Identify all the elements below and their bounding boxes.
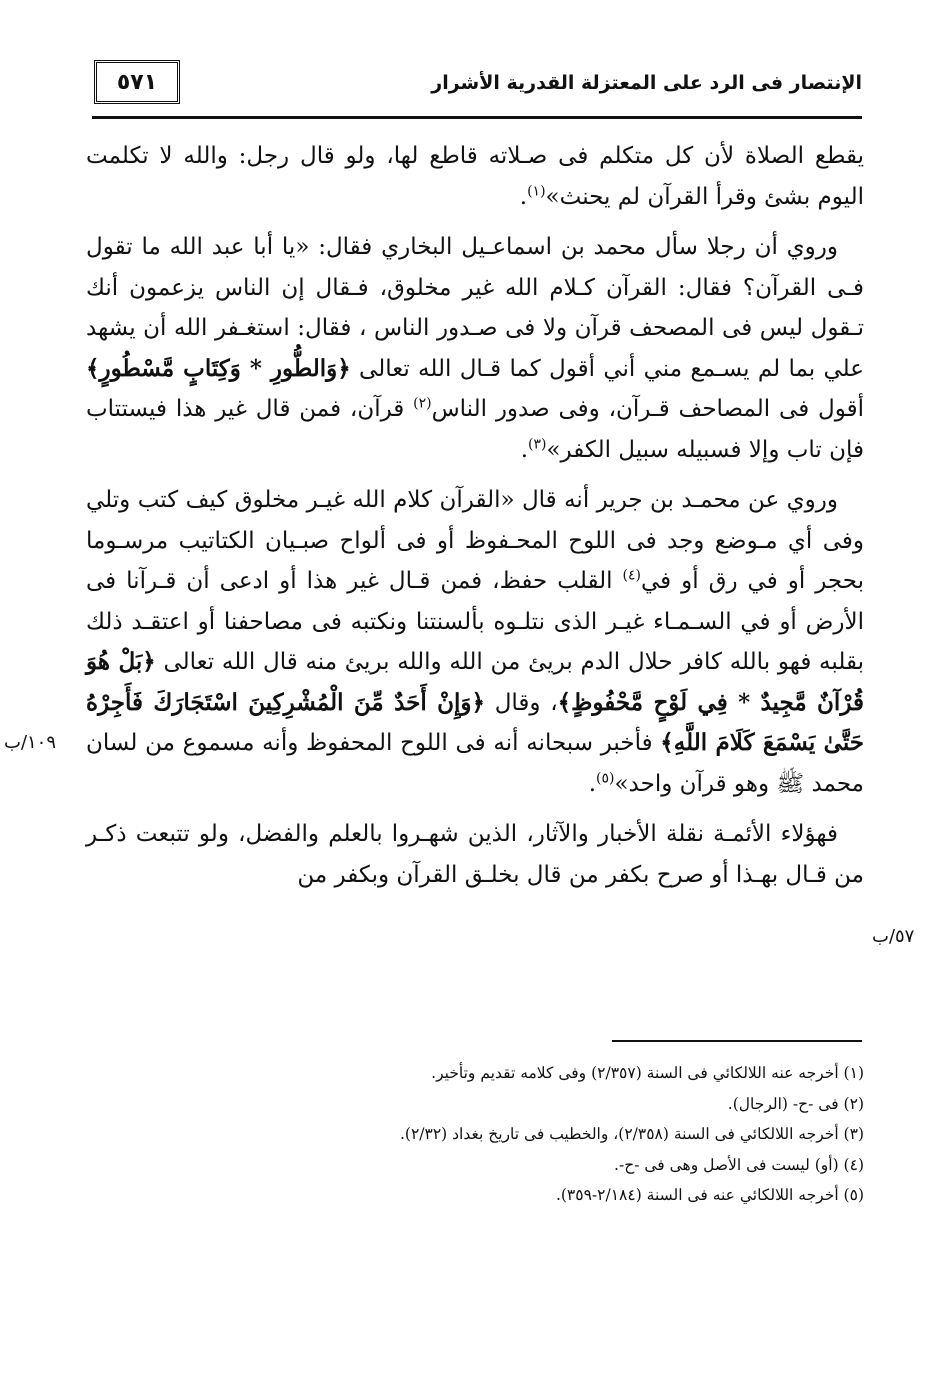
paragraph-4 [86, 814, 864, 895]
footnote-ref-4: (٤) [622, 567, 641, 584]
footnote-ref-2: (٢) [413, 395, 432, 412]
paragraph-3-text: وروي عن محمـد بن جرير أنه قال «القرآن كلام الله غيـر مخلوق كيف كتب وتلي وفى أي مـوضع وجد فى اللوح المحـفوظ أو فى ألواح صبـيان الكتاتيب مرسـوما بحجر أو في رق أو في [86, 487, 864, 594]
page-header [92, 58, 862, 119]
main-text [86, 136, 864, 905]
paragraph-2-text: وروي أن رجلا سأل محمد بن اسماعـيل البخاري فقال: «يا أبا عبد الله ما تقول فـى القرآن؟ فقال: القرآن كـلام الله غير مخلوق، فـقال إن الناس يزعمون أنك تـقول ليس فى المصحف قرآن ولا فى صـدور الناس ، فقال: استغـفر الله أن يشهد علي بما لم يسـمع مني أني أقول كما قـال الله تعالى [86, 234, 865, 382]
quran-verse-1: ﴿وَالطُّورِ * وَكِتَابٍ مَّسْطُورٍ﴾ [86, 354, 351, 382]
footnote-4: (٤) (أو) ليست فى الأصل وهى فى -ح-. [614, 1155, 864, 1174]
footnote-5: (٥) أخرجه اللالكائي عنه فى السنة (٢/١٨٤-٣٥٩). [555, 1186, 864, 1204]
paragraph-2-end: . [520, 436, 528, 463]
footnote-3: (٣) أخرجه اللالكائي فى السنة (٢/٣٥٨)، والخطيب فى تاريخ بغداد (٢/٣٢). [399, 1125, 864, 1143]
paragraph-3-end: . [588, 770, 597, 797]
margin-folio-note-1: ١٠٩/ب [4, 732, 57, 753]
paragraph-4-text: فهؤلاء الأئمـة نقلة الأخبار والآثار، الذين شهـروا بالعلم والفضل، ولو تتبعت ذكـر من قـال بهـذا أو صرح بكفر من قال بخلـق القرآن وبكفر من [86, 821, 864, 888]
footnote-ref-1: (١) [527, 182, 546, 199]
paragraph-2-text-2: أقول فى المصاحف قـرآن، وفى صدور الناس [431, 396, 864, 422]
paragraph-3-text-2: القلب حفظ، فمن قـال غير هذا أو ادعى أن قـرآنا فى الأرض أو في السـمـاء غيـر الذى نتلـوه بألسنتنا ونكتبه فى مصاحفنا أو اعتقـد ذلك بقلبه فهو بالله كافر حلال الدم بريئ من الله والله بريئ منه قال الله تعالى [86, 568, 864, 675]
footnote-ref-3: (٣) [528, 435, 547, 452]
paragraph-2-text-3: قرآن، فمن قال غير هذا فيستتاب فإن تاب وإلا فسبيله سبيل الكفر» [86, 396, 864, 463]
quran-verse-2: ﴿بَلْ هُوَ قُرْآنٌ مَّجِيدٌ * فِي لَوْحٍ مَّحْفُوظٍ﴾ [86, 648, 865, 716]
paragraph-2 [86, 227, 864, 470]
paragraph-3-text-3: ، وقال [485, 689, 558, 716]
paragraph-1-end: . [519, 183, 528, 210]
paragraph-1 [86, 136, 864, 217]
margin-folio-note-2: ٥٧/ب [872, 926, 915, 947]
footnote-2: (٢) فى -ح- (الرجال). [727, 1094, 864, 1113]
footnote-ref-5: (٥) [596, 769, 615, 786]
quran-verse-3: ﴿وَإِنْ أَحَدٌ مِّنَ الْمُشْرِكِينَ اسْتَجَارَكَ فَأَجِرْهُ حَتَّىٰ يَسْمَعَ كَلَامَ اللَّهِ﴾ [86, 688, 865, 756]
footnote-divider [612, 1040, 862, 1042]
footnotes [200, 1058, 864, 1211]
footnote-1: (١) أخرجه عنه اللالكائي فى السنة (٢/٣٥٧) وفى كلامه تقديم وتأخير. [431, 1064, 864, 1082]
page-number: ٥٧١ [94, 60, 180, 104]
paragraph-3 [86, 480, 864, 804]
running-title: الإنتصار فى الرد على المعتزلة القدرية الأشرار [431, 72, 862, 94]
paragraph-1-text: يقطع الصلاة لأن كل متكلم فى صـلاته قاطع لها، ولو قال رجل: والله لا تكلمت اليوم بشئ وقرأ القرآن لم يحنث» [86, 143, 864, 210]
paragraph-3-text-4: فأخبر سبحانه أنه فى اللوح المحفوظ وأنه مسموع من لسان محمد ﷺ وهو قرآن واحد» [86, 730, 864, 797]
